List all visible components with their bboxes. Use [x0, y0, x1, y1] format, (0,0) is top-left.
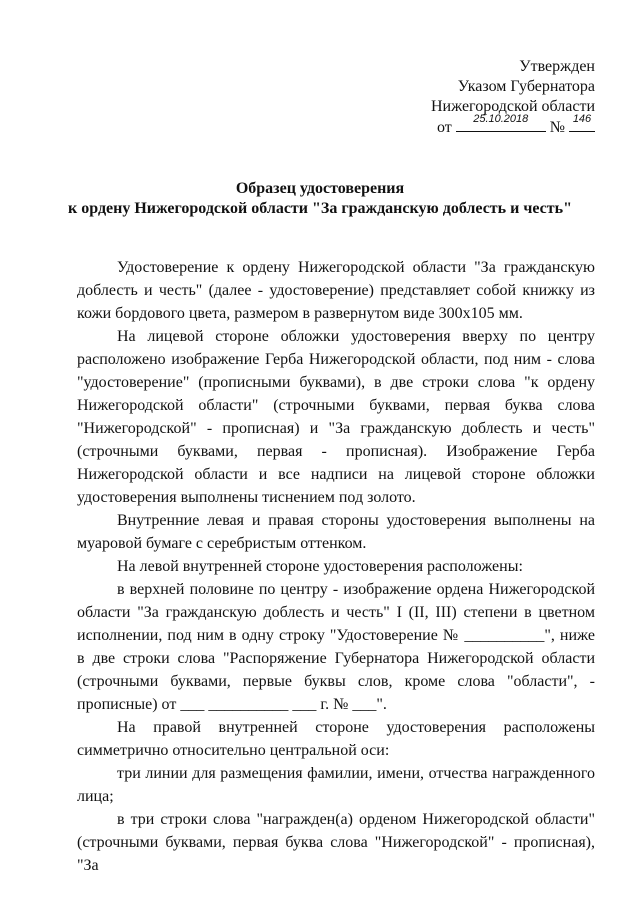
paragraph: На правой внутренней стороне удостоверения расположены симметрично относительно центральной оси:	[77, 719, 595, 759]
date-value: 25.10.2018	[473, 113, 529, 125]
paragraph: Внутренние левая и правая стороны удостоверения выполнены на муаровой бумаге с серебристым оттенком.	[77, 512, 595, 552]
approval-line-2: Указом Губернатора	[457, 78, 595, 95]
approval-stamp	[431, 57, 595, 138]
title-line-2: к ордену Нижегородской области "За гражданскую доблесть и честь"	[68, 200, 572, 217]
paragraph: три линии для размещения фамилии, имени, отчества награжденного лица;	[77, 765, 595, 805]
date-prefix: от	[436, 119, 452, 136]
number-field	[569, 113, 595, 132]
approval-line-3: Нижегородской области	[430, 98, 595, 115]
date-field	[456, 113, 546, 132]
title-line-1: Образец удостоверения	[235, 180, 405, 197]
paragraph: в три строки слова "награжден(а) орденом Нижегородской области" (строчными буквами, первая буква слова "Нижегородской" - прописная), "За	[77, 811, 595, 874]
document-title	[0, 179, 640, 219]
approval-date-line	[431, 113, 595, 138]
number-prefix: №	[549, 119, 565, 136]
paragraph: Удостоверение к ордену Нижегородской области "За гражданскую доблесть и честь" (далее - удостоверение) представляет собой книжку из кожи бордового цвета, размером в развернутом виде 300x105 мм.	[77, 259, 595, 322]
document-body	[77, 256, 595, 877]
approval-line-1: Утвержден	[519, 58, 595, 75]
paragraph: На левой внутренней стороне удостоверения расположены:	[117, 558, 523, 575]
paragraph: На лицевой стороне обложки удостоверения вверху по центру расположено изображение Герба Нижегородской области, под ним - слова "удостоверение" (прописными буквами), в две строки слова "к ордену Нижегородской области" (строчными буквами, первая буква слова "Нижегородской" - прописная) и "За гражданскую доблесть и честь" (строчными буквами, первая - прописная). Изображение Герба Нижегородской области и все надписи на лицевой стороне обложки удостоверения выполнены тиснением под золото.	[77, 328, 595, 506]
paragraph: в верхней половине по центру - изображение ордена Нижегородской области "За гражданскую доблесть и честь" I (II, III) степени в цветном исполнении, под ним в одну строку "Удостоверение № __________", ниже в две строки слова "Распоряжение Губернатора Нижегородской области (строчными буквами, первые буквы слов, кроме слова "области", - прописные) от ___ __________ ___ г. № ___".	[77, 581, 595, 713]
number-value: 146	[572, 113, 592, 125]
